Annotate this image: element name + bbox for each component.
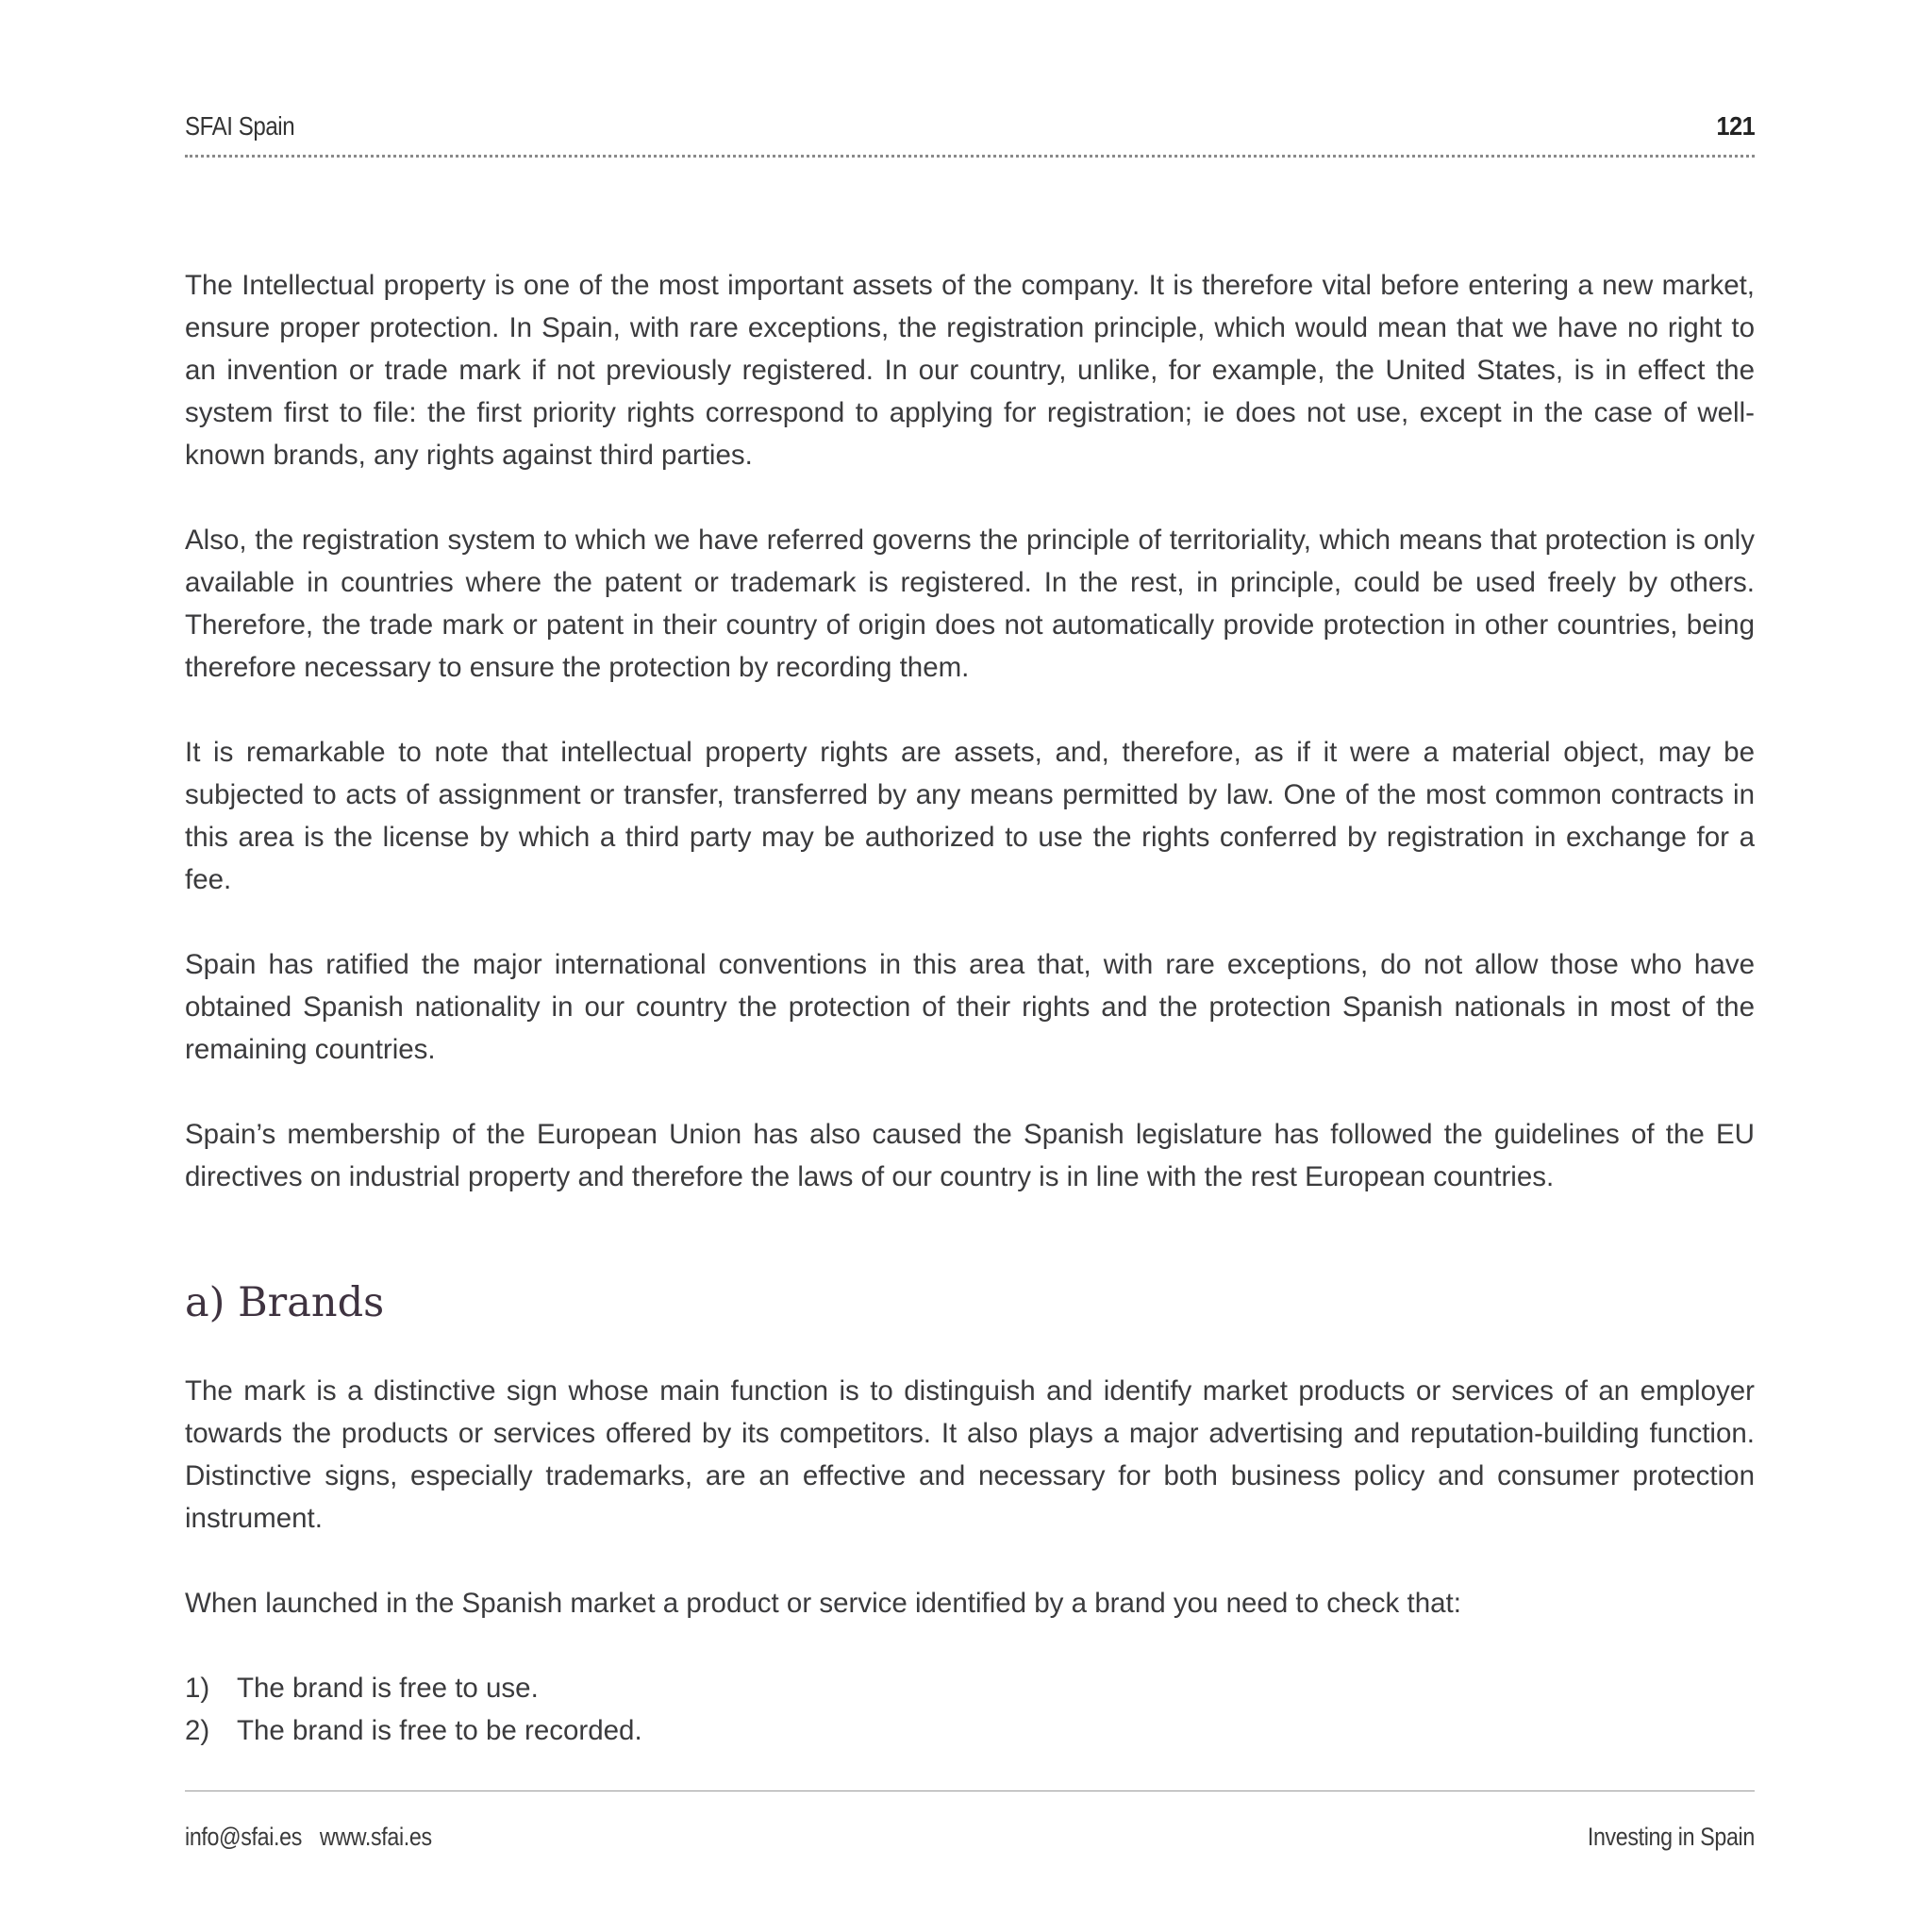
paragraph: When launched in the Spanish market a product or service identified by a brand you need to check that:	[185, 1588, 1461, 1619]
page-number: 121	[1716, 111, 1755, 141]
list-item	[185, 1709, 1755, 1752]
footer-email[interactable]: info@sfai.es	[185, 1822, 303, 1851]
page-content	[185, 264, 1755, 1752]
footer-divider	[185, 1790, 1755, 1791]
paragraph: Also, the registration system to which we have referred governs the principle of territoriality, which means that protection is only available in countries where the patent or trademark is registered. In the rest, in principle, could be used freely by others. Therefore, the trade mark or patent in their country of origin does not automatically provide protection in other countries, being therefore necessary to ensure the protection by recording them.	[185, 525, 1755, 683]
header-brand: SFAI Spain	[185, 111, 295, 141]
paragraph: Spain’s membership of the European Union has also caused the Spanish legislature has followed the guidelines of the EU directives on industrial property and therefore the laws of our country is in line with the rest European countries.	[185, 1119, 1755, 1192]
numbered-list	[185, 1667, 1755, 1752]
list-item-number: 1)	[185, 1673, 210, 1704]
paragraph: It is remarkable to note that intellectual property rights are assets, and, therefore, as if it were a material object, may be subjected to acts of assignment or transfer, transferred by any means permitted by law. One of the most common contracts in this area is the license by which a third party may be authorized to use the rights conferred by registration in exchange for a fee.	[185, 737, 1755, 895]
paragraph: The Intellectual property is one of the most important assets of the company. It is therefore vital before entering a new market, ensure proper protection. In Spain, with rare exceptions, the registration principle, which would mean that we have no right to an invention or trade mark if not previously registered. In our country, unlike, for example, the United States, is in effect the system first to file: the first priority rights correspond to applying for registration; ie does not use, except in the case of well-known brands, any rights against third parties.	[185, 270, 1755, 471]
footer-website[interactable]: www.sfai.es	[319, 1822, 432, 1851]
document-page	[185, 0, 1755, 1932]
page-header	[185, 106, 1755, 147]
page-footer	[185, 1816, 1755, 1857]
list-item-number: 2)	[185, 1715, 210, 1746]
list-item-text: The brand is free to use.	[237, 1673, 539, 1704]
paragraph: The mark is a distinctive sign whose main function is to distinguish and identify market products or services of an employer towards the products or services offered by its competitors. It also plays a major advertising and reputation-building function. Distinctive signs, especially trademarks, are an effective and necessary for both business policy and consumer protection instrument.	[185, 1375, 1755, 1534]
footer-contacts	[185, 1823, 432, 1852]
list-item-text: The brand is free to be recorded.	[237, 1715, 642, 1746]
header-divider	[185, 155, 1755, 158]
footer-publication: Investing in Spain	[1587, 1822, 1755, 1851]
section-heading: a) Brands	[185, 1279, 385, 1326]
paragraph: Spain has ratified the major international conventions in this area that, with rare exceptions, do not allow those who have obtained Spanish nationality in our country the protection of their rights and the protection Spanish nationals in most of the remaining countries.	[185, 949, 1755, 1065]
list-item	[185, 1667, 1755, 1709]
